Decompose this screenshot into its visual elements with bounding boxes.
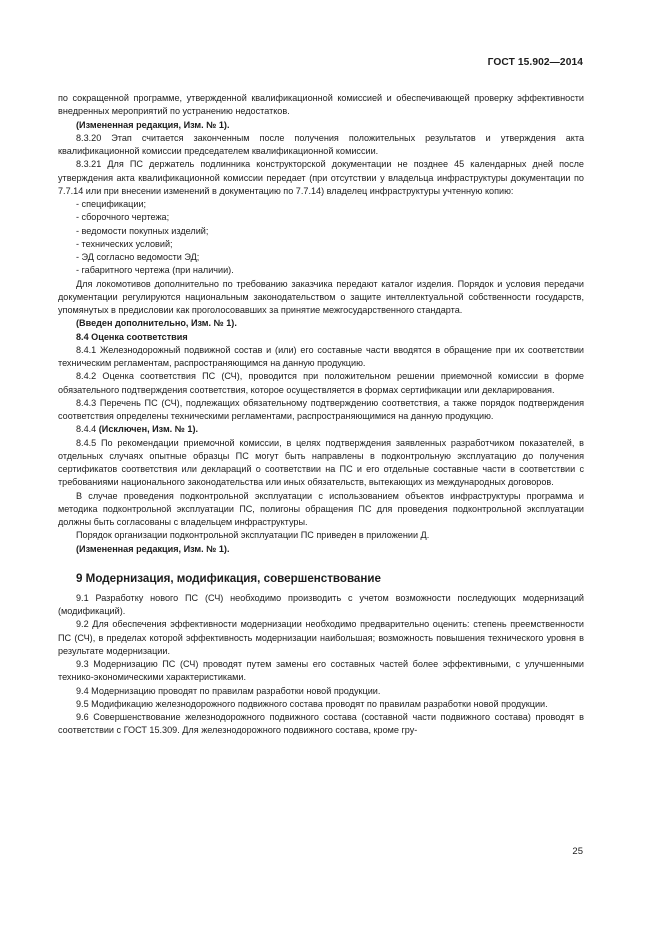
document-body xyxy=(58,92,584,738)
paragraph: 9.1 Разработку нового ПС (СЧ) необходимо производить с учетом возможности последующих модернизаций (модификаций). xyxy=(58,592,584,616)
standard-designation: ГОСТ 15.902—2014 xyxy=(487,57,583,68)
amendment-note: (Измененная редакция, Изм. № 1). xyxy=(76,119,230,130)
paragraph: В случае проведения подконтрольной эксплуатации с использованием объектов инфраструктуры программа и методика подконтрольной эксплуатации ПС, полигоны обращения ПС для проведения подконтрольной эксплуатации должны быть согласованы с владельцем инфраструктуры. xyxy=(58,490,584,527)
list-item: - ведомости покупных изделий; xyxy=(76,225,209,236)
list-item: - сборочного чертежа; xyxy=(76,212,170,223)
list-item: - габаритного чертежа (при наличии). xyxy=(76,265,234,276)
paragraph: 8.3.21 Для ПС держатель подлинника конструкторской документации не позднее 45 календарных дней после утверждения акта квалификационной комиссии передает (при отсутствии у владельца инфраструктуры документации по 7.7.14 или при внесении изменений в документацию по 7.7.14) владелец инфраструктуры учтенную копию: xyxy=(58,159,584,196)
paragraph: 9.3 Модернизацию ПС (СЧ) проводят путем замены его составных частей более эффективными, с улучшенными технико-экономическими характеристиками. xyxy=(58,659,584,683)
paragraph: 8.4.2 Оценка соответствия ПС (СЧ), проводится при положительном решении приемочной комиссии в форме обязательного подтверждения соответствия, которое осуществляется в формах сертификации или декларирования. xyxy=(58,371,584,395)
list-item: - спецификации; xyxy=(76,199,147,209)
amendment-note: (Измененная редакция, Изм. № 1). xyxy=(76,543,230,554)
paragraph: Для локомотивов дополнительно по требованию заказчика передают каталог изделия. Порядок и условия передачи документации регулируются национальным законодательством о защите интеллектуальной собственности государств, упомянутых в предисловии как проголосовавших за принятие межгосударственного стандарта. xyxy=(58,278,584,315)
section-heading: 9 Модернизация, модификация, совершенствование xyxy=(76,571,381,585)
paragraph xyxy=(58,423,584,436)
subsection-heading: 8.4 Оценка соответствия xyxy=(76,331,188,342)
paragraph: 8.3.20 Этап считается законченным после получения положительных результатов и утверждения акта квалификационной комиссии председателем квалификационной комиссии. xyxy=(58,132,584,156)
clause-number: 8.4.4 xyxy=(76,424,99,435)
continued-paragraph: по сокращенной программе, утвержденной квалификационной комиссией и обеспечивающей проверку эффективности внедренных мероприятий по устранению недостатков. xyxy=(58,93,584,117)
paragraph: Порядок организации подконтрольной эксплуатации ПС приведен в приложении Д. xyxy=(76,530,430,541)
list-item: - технических условий; xyxy=(76,238,173,249)
amendment-note: (Введен дополнительно, Изм. № 1). xyxy=(76,318,237,329)
page-number: 25 xyxy=(572,846,583,857)
paragraph: 9.5 Модификацию железнодорожного подвижного состава проводят по правилам разработки новой продукции. xyxy=(76,698,548,709)
amendment-note: (Исключен, Изм. № 1). xyxy=(98,424,199,435)
paragraph: 9.4 Модернизацию проводят по правилам разработки новой продукции. xyxy=(76,685,381,696)
list-item: - ЭД согласно ведомости ЭД; xyxy=(76,252,200,262)
paragraph: 9.6 Совершенствование железнодорожного подвижного состава (составной части подвижного состава) проводят в соответствии с ГОСТ 15.309. Для железнодорожного подвижного состава, кроме гру- xyxy=(58,712,584,736)
paragraph: 8.4.3 Перечень ПС (СЧ), подлежащих обязательному подтверждению соответствия, а также порядок подтверждения соответствия определены техническими регламентами, распространяющимися на данную продукцию. xyxy=(58,397,584,421)
paragraph: 9.2 Для обеспечения эффективности модернизации необходимо предварительно оценить: степень преемственности ПС (СЧ), в пределах которой эффективность модернизации наибольшая; возможность повышения технического уровня в результате модернизации. xyxy=(58,619,584,656)
paragraph: 8.4.1 Железнодорожный подвижной состав и (или) его составные части вводятся в обращение при их соответствии техническим регламентам, распространяющимся на данную продукцию. xyxy=(58,344,584,368)
paragraph: 8.4.5 По рекомендации приемочной комиссии, в целях подтверждения заявленных разработчиком показателей, в отдельных случаях опытные образцы ПС могут быть направлены в подконтрольную эксплуатацию до получения сертификатов соответствия или деклараций о соответствии на ПС и его отдельные составные части в соответствии с требованиями национального законодательства или иных обязательств, вытекающих из международных договоров. xyxy=(58,437,584,488)
